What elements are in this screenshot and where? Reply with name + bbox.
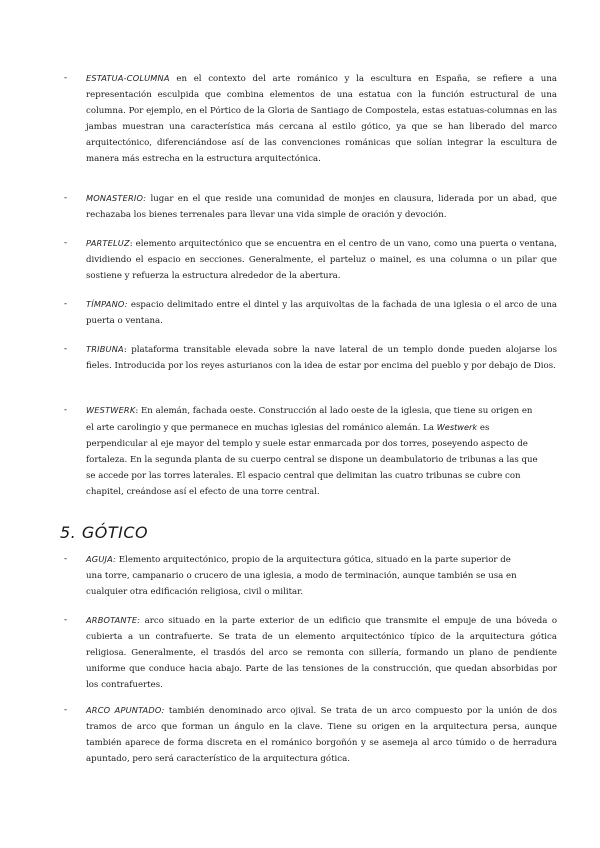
term-label: TRIBUNA — [86, 344, 124, 354]
bullet-dash: - — [64, 299, 68, 309]
inline-term: Westwerk — [436, 422, 478, 432]
bullet-dash: - — [64, 193, 68, 203]
term-label: TÍMPANO: — [86, 299, 128, 309]
bullet-dash: - — [64, 238, 68, 248]
term-label: ARBOTANTE: — [86, 615, 141, 625]
bullet-dash: - — [64, 615, 68, 625]
term-label: ESTATUA-COLUMNA — [86, 73, 170, 83]
entry-tribuna — [64, 341, 557, 374]
bullet-dash: - — [64, 554, 68, 564]
entry-arbotante — [64, 612, 557, 693]
definition-text: en el contexto del arte románico y la escultura en España, se refiere a una representación esculpida que combina elementos de una estatua con la función estructural de una columna. Por ejemplo, en el Pórtico de la Gloria de Santiago de Compostela, estas estatuas-columnas en las jambas muestran una característica más cercana al estilo gótico, ya que se han liberado del marco arquitectónico, diferenciándose así de las convenciones románicas que solían integrar la escultura de manera más estrecha en la estructura arquitectónica. — [86, 74, 557, 164]
bullet-dash: - — [64, 73, 68, 83]
entry-arco-apuntado — [64, 702, 557, 767]
entry-monasterio — [64, 190, 557, 223]
term-label: PARTELUZ — [86, 238, 130, 248]
bullet-dash: - — [64, 344, 68, 354]
definition-text-after: es perpendicular al eje mayor del templo y suele estar enmarcada por dos torres, poseyendo aspecto de fortaleza. En la segunda planta de su cuerpo central se dispone un deambulatorio de tribunas a las que se accede por las torres laterales. El espacio central que delimitan las cuatro tribunas se cubre con chapitel, creándose así el efecto de una torre central. — [86, 423, 538, 497]
definition-text: también denominado arco ojival. Se trata de un arco compuesto por la unión de dos tramos de arco que forman un ángulo en la clave. Tiene su origen en la arquitectura persa, aunque también aparece de forma discreta en el románico borgoñón y se asemeja al arco túmido o de herradura apuntado, pero será característico de la arquitectura gótica. — [86, 706, 557, 764]
definition-text-before: : En alemán, fachada oeste. Construcción al lado oeste de la iglesia, que tiene su origen en el arte carolingio y que permanece en muchas iglesias del románico alemán. La — [86, 406, 533, 433]
term-label: MONASTERIO: — [86, 193, 147, 203]
definition-text: espacio delimitado entre el dintel y las arquivoltas de la fachada de una iglesia o el arco de una puerta o ventana. — [86, 300, 557, 326]
definition-text: lugar en el que reside una comunidad de monjes en clausura, liderada por un abad, que rechazaba los bienes terrenales para llevar una vida simple de oración y devoción. — [86, 194, 557, 220]
bullet-dash: - — [64, 405, 68, 415]
definition-text: Elemento arquitectónico, propio de la arquitectura gótica, situado en la parte superior de una torre, campanario o crucero de una iglesia, a modo de terminación, aunque también se usa en cualquier otra edificación religiosa, civil o militar. — [86, 555, 517, 597]
term-label: WESTWERK — [86, 405, 136, 415]
entry-timpano — [64, 296, 557, 329]
definition-text: : plataforma transitable elevada sobre la nave lateral de un templo donde pueden alojarse los fieles. Introducida por los reyes asturianos con la idea de estar por encima del pueblo y por debajo de Dios. — [86, 345, 557, 371]
definition-text: : elemento arquitectónico que se encuentra en el centro de un vano, como una puerta o ventana, dividiendo el espacio en secciones. Generalmente, el parteluz o mainel, es una columna o un pilar que sostiene y refuerza la estructura alrededor de la abertura. — [86, 239, 557, 281]
definition-text: arco situado en la parte exterior de un edificio que transmite el empuje de una bóveda o cubierta a un contrafuerte. Se trata de un elemento arquitectónico típico de la arquitectura gótica religiosa. Generalmente, el trasdós del arco se remonta con sillería, formando un plano de pendiente uniforme que conduce hacia abajo. Parte de las tensiones de la construcción, que quedan absorbidas por los contrafuertes. — [86, 616, 557, 690]
entry-aguja — [64, 551, 526, 600]
entry-parteluz — [64, 235, 557, 284]
term-label: AGUJA: — [86, 554, 117, 564]
entry-estatua-columna — [64, 70, 557, 167]
term-label: ARCO APUNTADO: — [86, 705, 165, 715]
section-heading: 5. GÓTICO — [60, 523, 149, 542]
entry-westwerk — [64, 402, 541, 500]
bullet-dash: - — [64, 705, 68, 715]
